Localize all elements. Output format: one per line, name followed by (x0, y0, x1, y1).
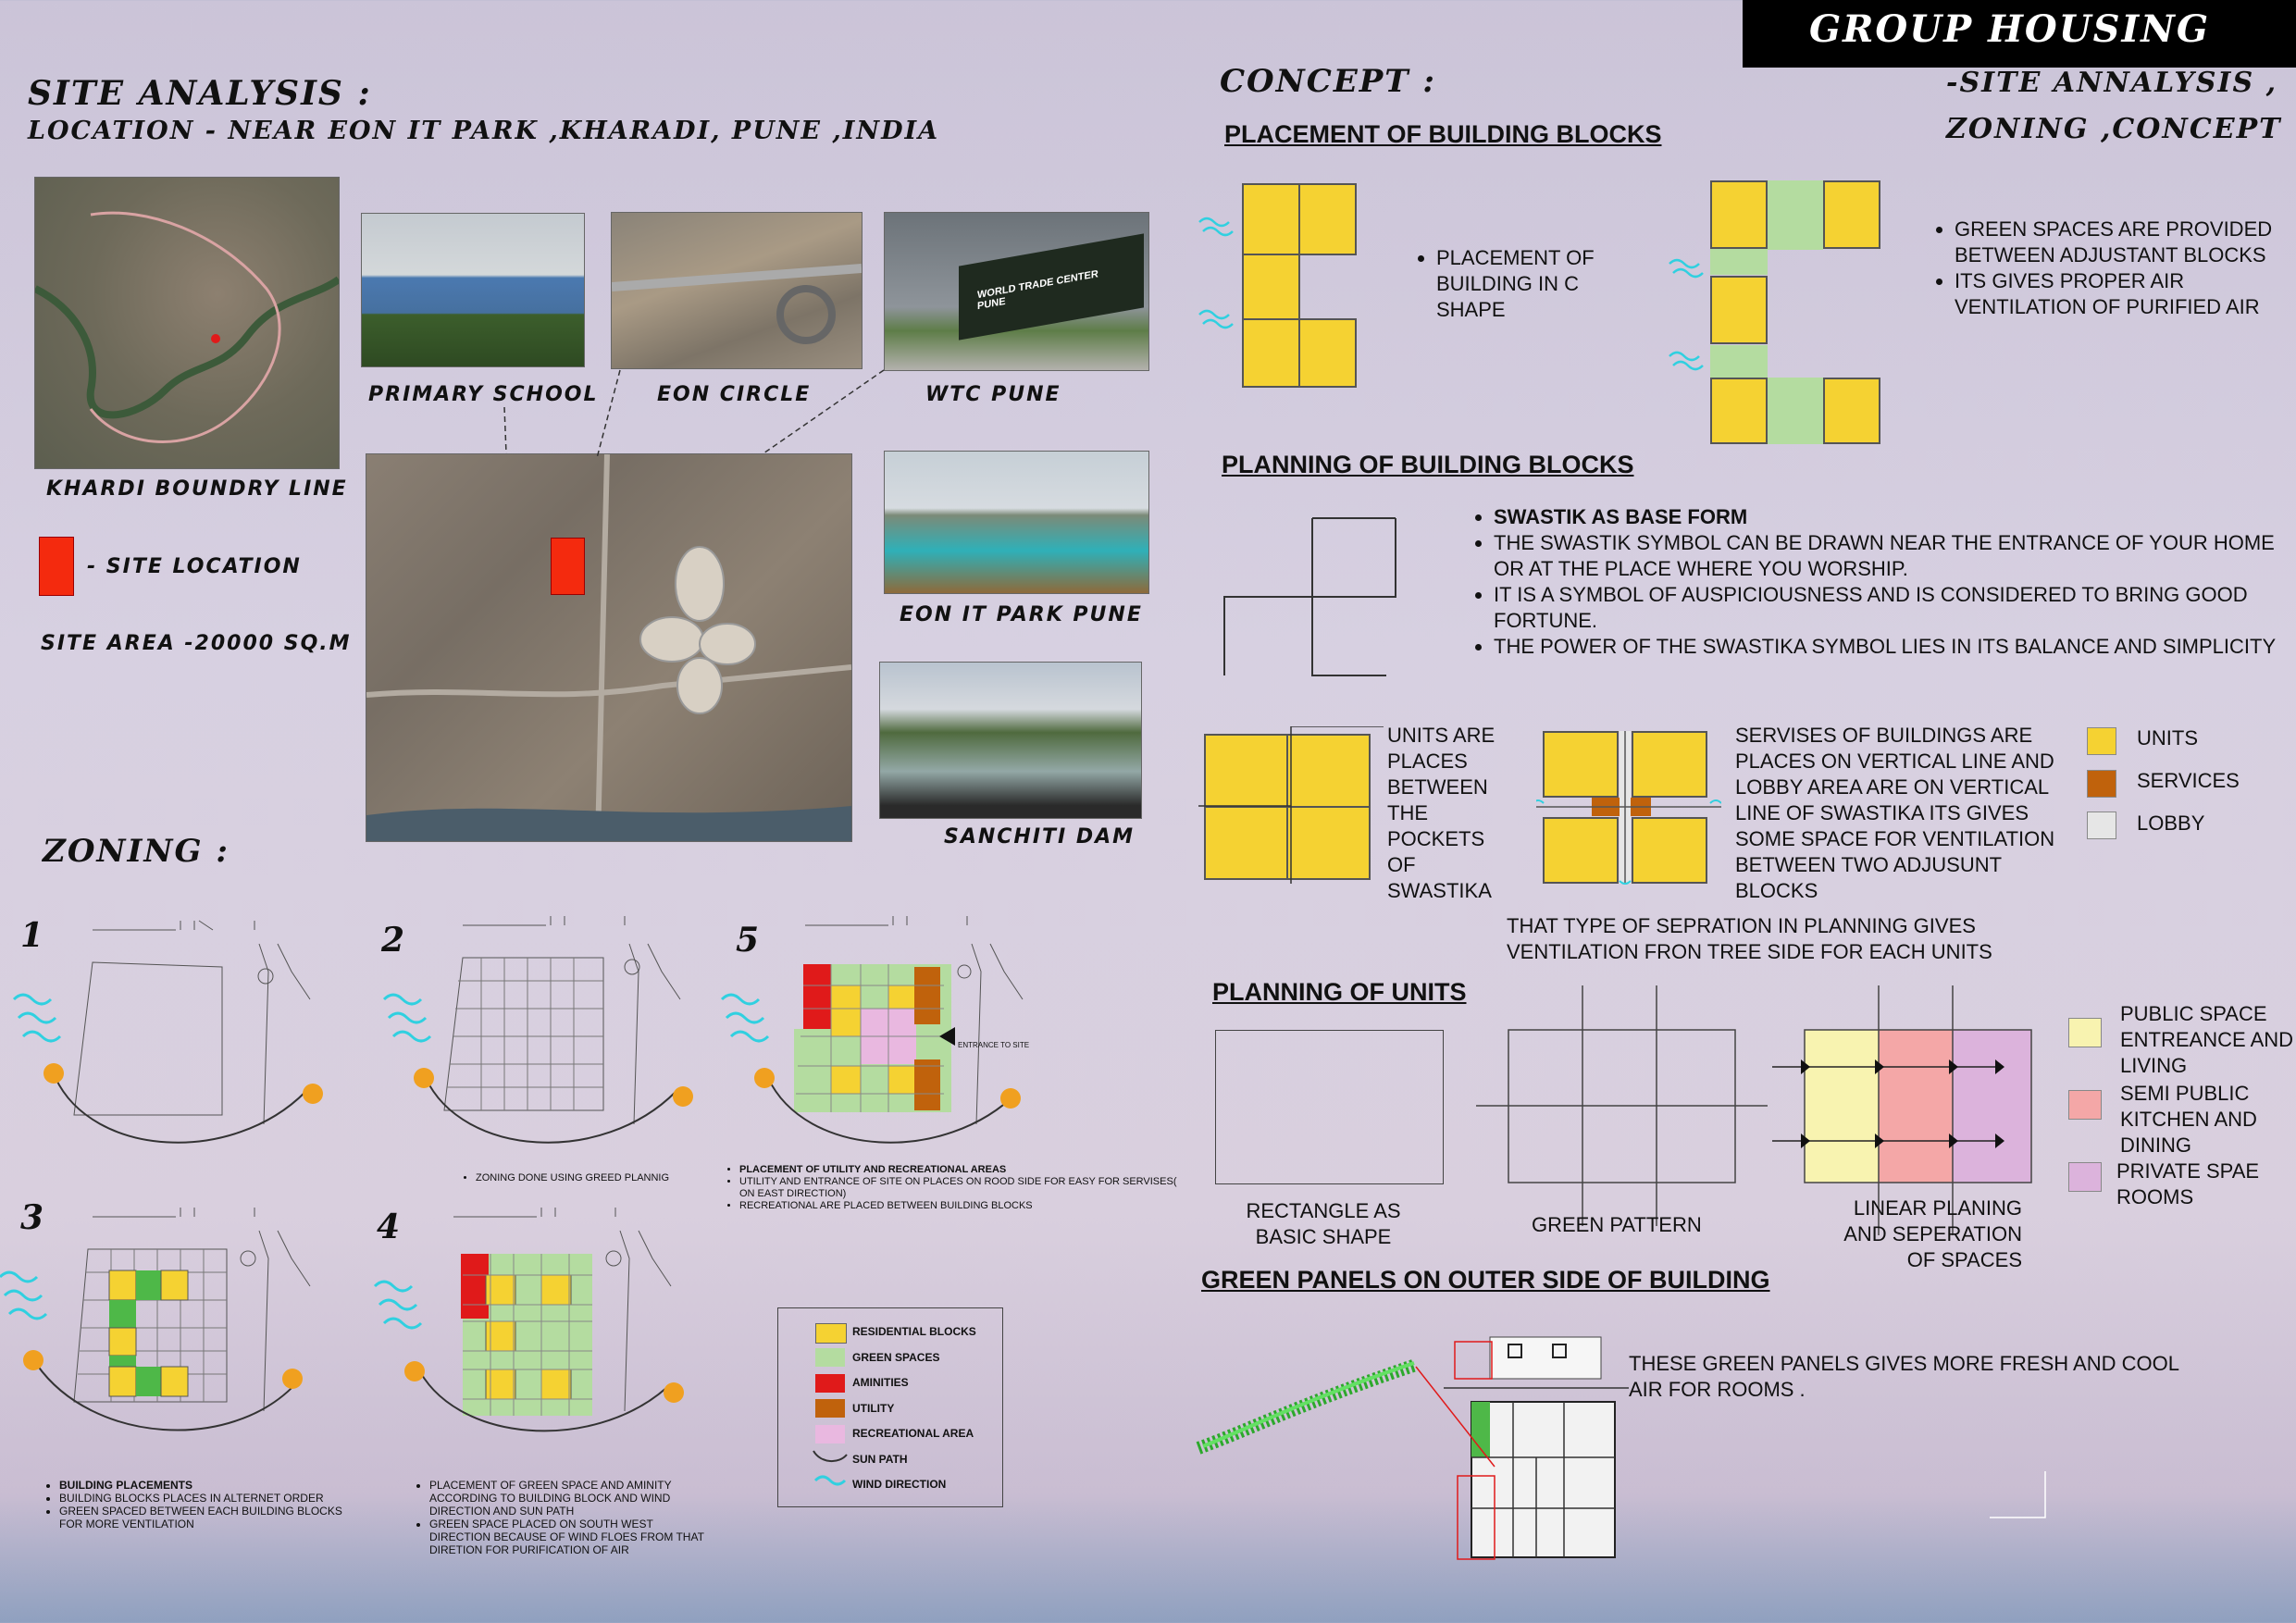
placement-text: • PLACEMENT OF BUILDING IN C SHAPE (1414, 245, 1612, 323)
caption-wtc-pune: WTC PUNE (925, 383, 1061, 406)
separation-text: THAT TYPE OF SEPRATION IN PLANNING GIVES VENTILATION FRON TREE SIDE FOR EACH UNITS (1507, 914, 1992, 963)
zoning-diagram-1 (0, 916, 333, 1175)
legend-units-swatch (2087, 727, 2116, 755)
rectangle-shape (1215, 1030, 1444, 1184)
zoning-diagram-4 (361, 1203, 694, 1462)
boundary-caption: KHARDI BOUNDRY LINE (46, 477, 348, 501)
legend-recreational: RECREATIONAL AREA (852, 1427, 974, 1440)
caption-linear-planning: LINEAR PLANING AND SEPERATION OF SPACES (1843, 1196, 2022, 1271)
c-shape-diagram (1242, 183, 1362, 391)
planning-heading: PLANNING OF BUILDING BLOCKS (1222, 451, 1634, 478)
legend-services: SERVICES (2137, 768, 2240, 792)
legend-private-swatch (2068, 1162, 2102, 1192)
space-legend (2068, 1001, 2295, 1218)
legend-swatch-recreational (815, 1425, 845, 1443)
caption-eon-it-park: EON IT PARK PUNE (900, 603, 1143, 626)
zoning-step-2: 2 (381, 921, 405, 960)
legend-sun-path-icon (812, 1447, 849, 1466)
swastik-icon (1220, 514, 1460, 680)
zoning-note-2: • ZONING DONE USING GREED PLANNIG (453, 1171, 669, 1184)
page-subtitle-1: -SITE ANNALYSIS , (1946, 67, 2278, 99)
site-area: SITE AREA -20000 SQ.M (41, 632, 352, 655)
services-diagram (1536, 731, 1721, 888)
legend-green: GREEN SPACES (852, 1350, 940, 1364)
caption-primary-school: PRIMARY SCHOOL (368, 383, 599, 406)
caption-sanchiti-dam: SANCHITI DAM (944, 825, 1136, 849)
zoning-notes-3: • BUILDING PLACEMENTS • BUILDING BLOCKS PLACES IN ALTERNET ORDER • GREEN SPACED BETWEEN EACH BUILDING BLOCKS FOR MORE VENTILATION (37, 1479, 346, 1530)
legend-public: PUBLIC SPACE ENTREANCE AND LIVING (2120, 1002, 2294, 1077)
legend-lobby-swatch (2087, 812, 2116, 839)
units-legend (2087, 725, 2240, 839)
concept-title: CONCEPT : (1220, 63, 1436, 100)
page-title: GROUP HOUSING (1809, 7, 2210, 51)
zoning-diagram-2 (370, 916, 703, 1175)
site-location-text: LOCATION - NEAR EON IT PARK ,KHARADI, PUNE ,INDIA (28, 117, 940, 145)
wind-icon (1196, 213, 1240, 342)
green-points: • GREEN SPACES ARE PROVIDED BETWEEN ADJUSTANT BLOCKS • ITS GIVES PROPER AIR VENTILATION OF PURIFIED AIR (1932, 217, 2296, 320)
services-text: SERVISES OF BUILDINGS ARE PLACES ON VERTICAL LINE AND LOBBY AREA ARE ON VERTICAL LINE OF SWASTIKA ITS GIVES SOME SPACE FOR VENTILATION BETWEEN TWO ADJUSUNT BLOCKS (1735, 724, 2055, 902)
zoning-notes-4: • PLACEMENT OF GREEN SPACE AND AMINITY ACCORDING TO BUILDING BLOCK AND WIND DIRECTION AND SUN PATH • GREEN SPACE PLACED ON SOUTH WEST DIRECTION BECAUSE OF WIND FLOES FROM THAT DIRETION FOR PURIFICATION OF AIR (407, 1479, 716, 1556)
legend-swatch-utility (815, 1399, 845, 1418)
legend-aminities: AMINITIES (852, 1376, 909, 1389)
entrance-label: ENTRANCE TO SITE (958, 1041, 1030, 1049)
legend-wind: WIND DIRECTION (852, 1478, 947, 1491)
site-analysis-title: SITE ANALYSIS : (28, 74, 372, 113)
units-heading: PLANNING OF UNITS (1212, 978, 1467, 1006)
zoning-step-5: 5 (736, 921, 760, 960)
placement-heading: PLACEMENT OF BUILDING BLOCKS (1224, 120, 1662, 148)
green-panel-illustration (1194, 1328, 1629, 1564)
legend-semi-public: SEMI PUBLIC KITCHEN AND DINING (2120, 1082, 2257, 1157)
wind-icon-2 (1666, 245, 1710, 384)
legend-public-swatch (2068, 1018, 2102, 1047)
legend-utility: UTILITY (852, 1401, 895, 1415)
legend-semi-public-swatch (2068, 1090, 2102, 1120)
corner-mark (1990, 1471, 2064, 1527)
legend-private: PRIVATE SPAE ROOMS (2116, 1159, 2260, 1208)
zoning-title: ZONING : (43, 833, 230, 870)
units-text: UNITS ARE PLACES BETWEEN THE POCKETS OF SWASTIKA (1387, 724, 1496, 902)
wtc-sign-text: WORLD TRADE CENTER PUNE (977, 268, 1098, 313)
page-subtitle-2: ZONING ,CONCEPT (1946, 113, 2282, 145)
green-panels-text: THESE GREEN PANELS GIVES MORE FRESH AND COOL AIR FOR ROOMS . (1629, 1352, 2179, 1401)
legend-wind-icon (812, 1471, 849, 1490)
legend-residential: RESIDENTIAL BLOCKS (852, 1325, 976, 1338)
zoning-step-1: 1 (20, 916, 44, 955)
zoning-step-4: 4 (377, 1208, 401, 1246)
units-swastik-diagram (1198, 726, 1384, 884)
zoning-legend (777, 1307, 1003, 1507)
caption-green-pattern: GREEN PATTERN (1532, 1213, 1702, 1236)
green-panels-heading: GREEN PANELS ON OUTER SIDE OF BUILDING (1201, 1266, 1770, 1294)
photo-sanchiti-dam (879, 662, 1142, 819)
zoning-step-3: 3 (20, 1198, 44, 1237)
legend-swatch-aminities (815, 1374, 845, 1393)
green-pattern-shape (1471, 985, 1768, 1226)
legend-units: UNITS (2137, 726, 2198, 750)
legend-swatch-residential (815, 1323, 847, 1344)
zoning-notes-5: • PLACEMENT OF UTILITY AND RECREATIONAL AREAS • UTILITY AND ENTRANCE OF SITE ON PLACES ON ROOD SIDE FOR EASY FOR SERVISES( ON EAST DIRECTION) • RECREATIONAL ARE PLACED BETWEEN BUILDING BLOCKS (717, 1164, 1184, 1212)
legend-lobby: LOBBY (2137, 811, 2205, 835)
green-spaces-diagram (1710, 180, 1881, 444)
zoning-diagram-3 (0, 1203, 333, 1462)
caption-eon-circle: EON CIRCLE (657, 383, 812, 406)
legend-sun-path: SUN PATH (852, 1452, 908, 1466)
site-legend-label: - SITE LOCATION (87, 555, 302, 578)
swastik-points: • SWASTIK AS BASE FORM • THE SWASTIK SYMBOL CAN BE DRAWN NEAR THE ENTRANCE OF YOUR HOME OR AT THE PLACE WHERE YOU WORSHIP. • IT IS A SYMBOL OF AUSPICIOUSNESS AND IS CONSIDERED TO BRING GOOD FORTUNE. • THE POWER OF THE SWASTIKA SYMBOL LIES IN ITS BALANCE AND SIMPLICITY (1471, 504, 2290, 660)
caption-rectangle: RECTANGLE AS BASIC SHAPE (1246, 1199, 1401, 1248)
legend-swatch-green (815, 1348, 845, 1367)
legend-services-swatch (2087, 770, 2116, 798)
photo-leader-lines (0, 0, 1203, 555)
